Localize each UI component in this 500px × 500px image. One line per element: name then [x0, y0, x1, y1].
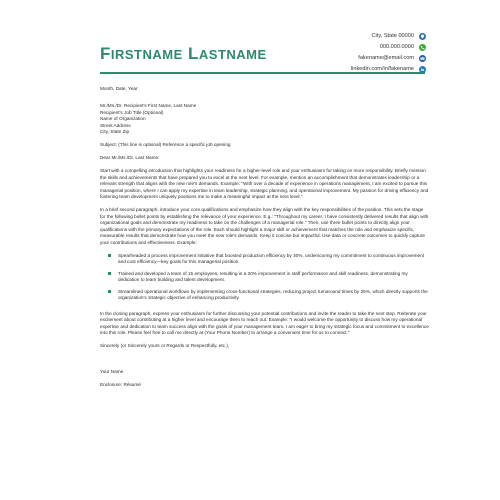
bullet-marker — [108, 254, 111, 257]
achievement-text: Streamlined operational workflows by implementing cross-functional strategies, reducing project turnaround times by 25%, which directly supports the organization's strategic objective of enhancing productivity. — [118, 288, 428, 300]
contact-location — [246, 31, 426, 42]
contact-email[interactable] — [246, 53, 426, 64]
recipient-line: Name of Organization — [100, 116, 146, 121]
first-name-rest: IRSTNAME — [110, 47, 183, 62]
contact-phone-text: 000.000.0000 — [379, 44, 414, 50]
phone-icon — [419, 44, 426, 51]
subject-line: Subject: (This line is optional) Reference a specific job opening — [100, 142, 231, 147]
letter-body — [100, 86, 430, 389]
contact-block — [246, 31, 426, 75]
letter-date: Month, Date, Year — [100, 86, 138, 91]
recipient-line: Mr./Ms./Dr. Recipient's First Name, Last Name — [100, 103, 197, 108]
recipient-block — [100, 103, 430, 136]
achievement-item — [100, 289, 430, 302]
paragraph-intro: Start with a compelling introduction that highlights your readiness for a higher-level role and your enthusiasm for taking on more responsibility. Briefly mention the skills and achievements that have prepared you to excel at the next level. For example, mention an accomplishment that demonstrates leadership or a relevant strength that aligns with the new role's demands. Example: "With over a decade of experience in operations management, I am excited to pursue this managerial position, where I can apply my expertise in team leadership, strategic planning, and operational improvement. My passion for driving efficiency and fostering team development uniquely positions me to make a meaningful impact at the next level." — [100, 168, 429, 199]
signature-name: Your Name — [100, 369, 124, 374]
paragraph-closing: In the closing paragraph, express your enthusiasm for further discussing your potential contributions and invite the reader to take the next step. Reiterate your excitement about contributing at a higher level and encourage them to reach out. Example: "I would welcome the opportunity to discuss how my operational expertise and dedication to team success align with the goals of your management team. I am eager to bring my strategic focus and commitment to excellence into this role. Please feel free to call me directly at (Your Phone Number) to arrange a convenient time for us to connect." — [100, 310, 429, 335]
achievement-item — [100, 253, 430, 266]
contact-phone — [246, 42, 426, 53]
recipient-line: Street Address — [100, 122, 131, 128]
header-divider — [100, 72, 425, 74]
achievement-text: Spearheaded a process improvement initiative that boosted production efficiency by 30%, underscoring my commitment to continuous improvement and cost efficiency—key goals for this managerial position. — [118, 252, 425, 264]
achievement-list — [100, 253, 430, 302]
last-name-initial: L — [188, 44, 199, 63]
applicant-name — [100, 44, 267, 64]
recipient-line: City, State Zip — [100, 129, 130, 134]
achievement-item — [100, 271, 430, 284]
last-name-rest: ASTNAME — [198, 47, 267, 62]
contact-email-text[interactable]: fakename@email.com — [358, 55, 414, 61]
bullet-marker — [108, 272, 111, 275]
achievement-text: Trained and developed a team of 15 employees, resulting in a 20% improvement in staff performance and skill readiness, demonstrating my dedication to team building and talent development. — [118, 270, 408, 282]
contact-linkedin-text[interactable]: linkedin.com/in/fakename — [350, 66, 414, 72]
enclosure-line: Enclosure: Résumé — [100, 382, 141, 387]
email-icon — [419, 55, 426, 62]
salutation: Dear Mr./Ms./Dr. Last Name: — [100, 155, 160, 160]
bullet-marker — [108, 290, 111, 293]
recipient-line: Recipient's Job Title (Optional) — [100, 109, 164, 115]
paragraph-qualifications: In a brief second paragraph, introduce your core qualifications and emphasize how they align with the key responsibilities of the position. This sets the stage for the following bullet points by establishing the relevance of your experience. E.g.: "Throughout my career, I have consistently delivered results that align with organizational goals and demonstrate my readiness to take on the challenges of a managerial role." Then, use three bullet points to directly align your qualifications with the primary expectations of the role. Each should highlight a major skill or achievement that matches the role and emphasize specific, measurable results that demonstrate how you meet the new role's demands. Keep it concise but impactful. Use data or concrete outcomes to quickly capture your contributions and effectiveness. Example: — [100, 207, 429, 245]
complimentary-close: Sincerely (or Sincerely yours or Regards or Respectfully, etc.), — [100, 343, 230, 348]
first-name-initial: F — [100, 44, 111, 63]
location-icon — [419, 33, 426, 40]
contact-location-text: City, State 00000 — [371, 33, 414, 39]
